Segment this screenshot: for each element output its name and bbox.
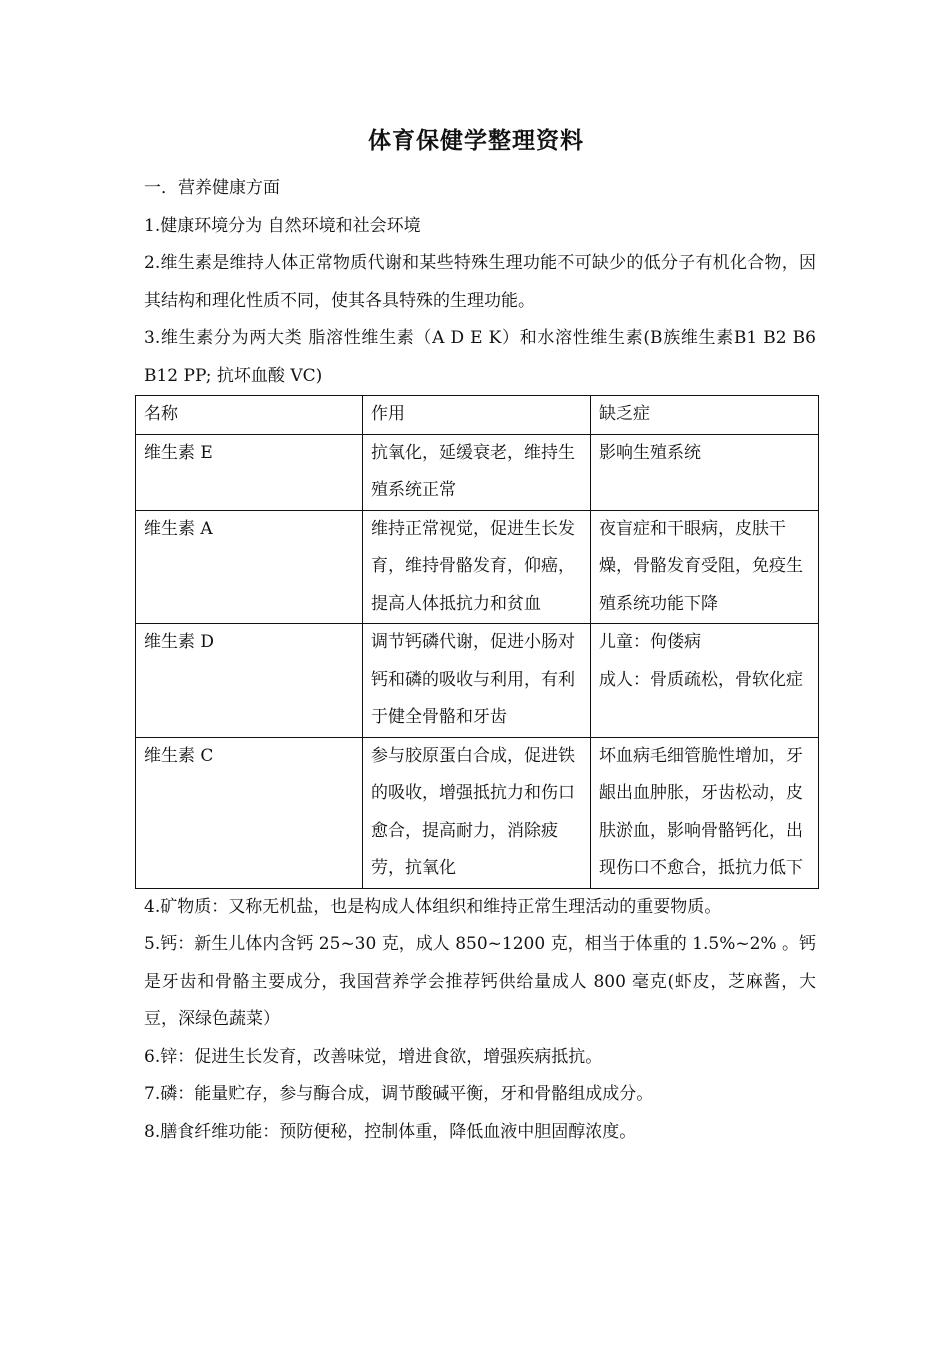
vitamin-deficiency <box>591 737 819 888</box>
vitamin-deficiency <box>591 510 819 624</box>
vitamin-name: 维生素 D <box>136 624 363 738</box>
vitamin-name: 维生素 A <box>136 510 363 624</box>
deficiency-line: 夜盲症和干眼病，皮肤干燥，骨骼发育受阻，免疫生殖系统功能下降 <box>599 518 803 614</box>
header-effect: 作用 <box>363 396 591 435</box>
paragraph-8: 8.膳食纤维功能：预防便秘，控制体重，降低血液中胆固醇浓度。 <box>144 1121 637 1142</box>
paragraph-3: 3.维生素分为两大类 脂溶性维生素（A D E K）和水溶性维生素(B族维生素B1 B2 B6 B12 PP; 抗坏血酸 VC) <box>144 328 816 386</box>
vitamin-table <box>135 395 819 889</box>
deficiency-line: 儿童：佝偻病 <box>599 632 701 652</box>
vitamin-effect: 调节钙磷代谢，促进小肠对钙和磷的吸收与利用，有利于健全骨骼和牙齿 <box>363 624 591 738</box>
vitamin-name: 维生素 E <box>136 434 363 510</box>
table-row <box>136 510 819 624</box>
paragraph-5: 5.钙：新生儿体内含钙 25~30 克，成人 850~1200 克，相当于体重的 1.5%~2% 。钙是牙齿和骨骼主要成分，我国营养学会推荐钙供给量成人 800 毫克(虾皮，芝麻酱，大豆，深绿色蔬菜） <box>144 934 816 1029</box>
table-header-row <box>136 396 819 435</box>
vitamin-deficiency <box>591 624 819 738</box>
table-row <box>136 624 819 738</box>
vitamin-deficiency <box>591 434 819 510</box>
header-deficiency: 缺乏症 <box>591 396 819 435</box>
paragraph-2: 2.维生素是维持人体正常物质代谢和某些特殊生理功能不可缺少的低分子有机化合物，因其结构和理化性质不同，使其各具特殊的生理功能。 <box>144 253 816 311</box>
table-row <box>136 737 819 888</box>
deficiency-line: 影响生殖系统 <box>599 442 701 463</box>
vitamin-effect: 维持正常视觉，促进生长发育，维持骨骼发育，仰癌，提高人体抵抗力和贫血 <box>363 510 591 624</box>
vitamin-effect: 抗氧化，延缓衰老，维持生殖系统正常 <box>363 434 591 510</box>
deficiency-line: 成人：骨质疏松，骨软化症 <box>599 669 803 690</box>
deficiency-line: 坏血病毛细管脆性增加，牙龈出血肿胀，牙齿松动，皮肤淤血，影响骨骼钙化，出现伤口不愈合，抵抗力低下 <box>599 745 803 878</box>
vitamin-name: 维生素 C <box>136 737 363 888</box>
paragraph-4: 4.矿物质：又称无机盐，也是构成人体组织和维持正常生理活动的重要物质。 <box>144 896 722 917</box>
paragraph-1: 1.健康环境分为 自然环境和社会环境 <box>144 215 421 236</box>
paragraph-7: 7.磷：能量贮存，参与酶合成，调节酸碱平衡，牙和骨骼组成成分。 <box>144 1084 654 1104</box>
section-heading: 一．营养健康方面 <box>144 178 280 198</box>
page-title: 体育保健学整理资料 <box>368 127 584 154</box>
document-body <box>144 170 816 1151</box>
paragraph-6: 6.锌：促进生长发育，改善味觉，增进食欲，增强疾病抵抗。 <box>144 1046 603 1067</box>
vitamin-effect: 参与胶原蛋白合成，促进铁的吸收，增强抵抗力和伤口愈合，提高耐力，消除疲劳，抗氧化 <box>363 737 591 888</box>
header-name: 名称 <box>136 396 363 435</box>
table-row <box>136 434 819 510</box>
